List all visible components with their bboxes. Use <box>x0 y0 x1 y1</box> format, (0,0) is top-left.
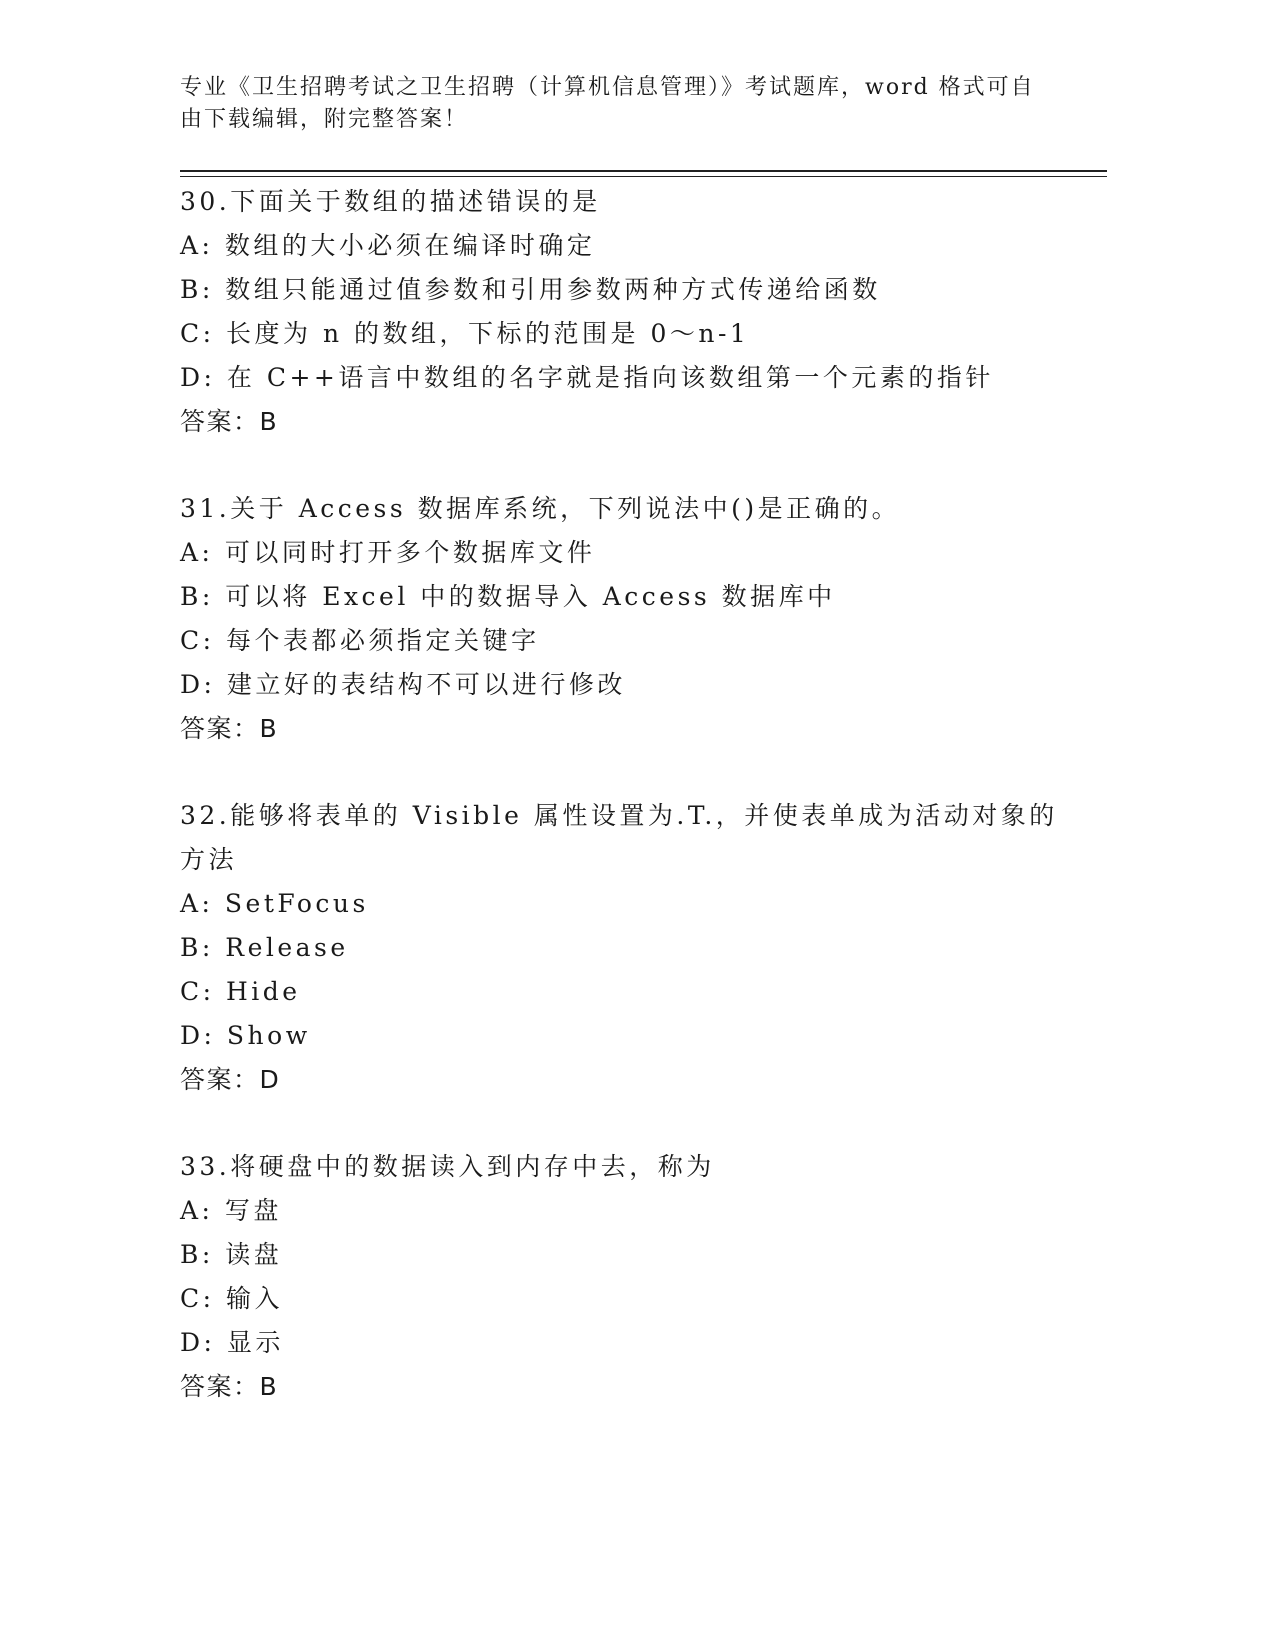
option-a: A: 可以同时打开多个数据库文件 <box>180 538 596 567</box>
question-30 <box>180 180 1080 443</box>
question-stem: 30.下面关于数组的描述错误的是 <box>180 187 601 216</box>
header-divider-thick <box>180 170 1107 172</box>
option-a: A: SetFocus <box>180 889 369 918</box>
option-a: A: 写盘 <box>180 1196 282 1225</box>
option-c: C: Hide <box>180 977 301 1006</box>
spacer <box>180 443 1080 487</box>
question-stem: 31.关于 Access 数据库系统，下列说法中()是正确的。 <box>180 494 901 523</box>
answer-label: 答案：B <box>180 407 279 436</box>
header-line-1: 专业《卫生招聘考试之卫生招聘（计算机信息管理）》考试题库，word 格式可自 <box>180 75 1035 100</box>
spacer <box>180 750 1080 794</box>
option-d: D: 在 C++语言中数组的名字就是指向该数组第一个元素的指针 <box>180 363 994 392</box>
option-b: B: Release <box>180 933 349 962</box>
question-31 <box>180 487 1080 750</box>
answer-label: 答案：B <box>180 1372 279 1401</box>
option-c: C: 长度为 n 的数组，下标的范围是 0～n-1 <box>180 319 750 348</box>
question-33 <box>180 1145 1080 1408</box>
spacer <box>180 1101 1080 1145</box>
option-c: C: 输入 <box>180 1284 283 1313</box>
option-d: D: 建立好的表结构不可以进行修改 <box>180 670 626 699</box>
option-d: D: 显示 <box>180 1328 284 1357</box>
answer-label: 答案：B <box>180 714 279 743</box>
option-c: C: 每个表都必须指定关键字 <box>180 626 540 655</box>
question-stem-line-2: 方法 <box>180 845 238 874</box>
option-d: D: Show <box>180 1021 311 1050</box>
option-b: B: 可以将 Excel 中的数据导入 Access 数据库中 <box>180 582 836 611</box>
answer-label: 答案：D <box>180 1065 281 1094</box>
question-32 <box>180 794 1080 1101</box>
option-a: A: 数组的大小必须在编译时确定 <box>180 231 596 260</box>
option-b: B: 数组只能通过值参数和引用参数两种方式传递给函数 <box>180 275 881 304</box>
question-stem: 33.将硬盘中的数据读入到内存中去，称为 <box>180 1152 715 1181</box>
document-header <box>180 72 1060 136</box>
question-stem-line-1: 32.能够将表单的 Visible 属性设置为.T.，并使表单成为活动对象的 <box>180 801 1058 830</box>
header-divider-thin <box>180 176 1107 177</box>
header-line-2: 由下载编辑，附完整答案！ <box>180 107 469 132</box>
option-b: B: 读盘 <box>180 1240 283 1269</box>
question-list <box>180 180 1080 1408</box>
